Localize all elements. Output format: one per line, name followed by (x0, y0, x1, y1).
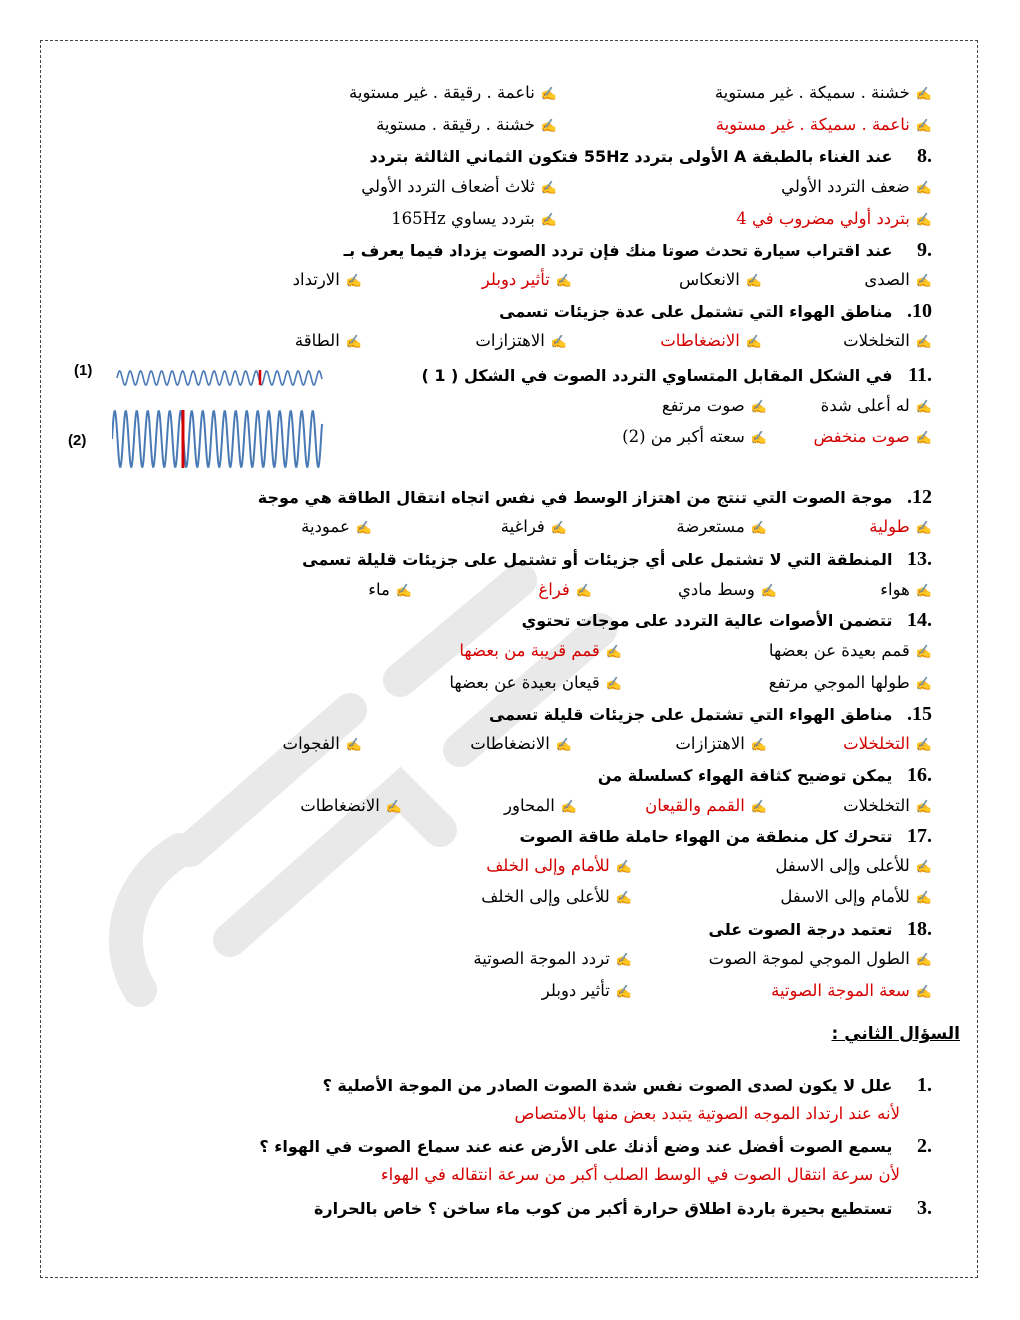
option: ✍خشنة . سميكة . غير مستوية (714, 83, 932, 102)
pen-icon: ✍ (915, 860, 932, 875)
option-correct: ✍للأمام وإلى الخلف (486, 856, 632, 875)
pen-icon: ✍ (915, 738, 932, 753)
option-correct: ✍فراغ (538, 580, 592, 599)
q15-options (82, 731, 932, 757)
pen-icon: ✍ (750, 400, 767, 415)
option: ✍عمودية (301, 517, 372, 536)
wave-figure (112, 362, 327, 472)
q13-options (82, 577, 932, 603)
option: ✍للأمام وإلى الاسفل (780, 887, 932, 906)
pen-icon: ✍ (915, 335, 932, 350)
question-16: .16 يمكن توضيح كثافة الهواء كسلسلة من (597, 764, 932, 786)
wave-1-label: (1) (74, 362, 93, 379)
pen-icon: ✍ (750, 431, 767, 446)
pen-icon: ✍ (540, 119, 557, 134)
q12-options (82, 514, 932, 540)
pen-icon: ✍ (615, 891, 632, 906)
section-2-heading: السؤال الثاني : (831, 1024, 960, 1044)
option: ✍سعته أكبر من (2) (622, 427, 767, 446)
pen-icon: ✍ (915, 431, 932, 446)
wave-1 (117, 371, 322, 385)
pen-icon: ✍ (385, 800, 402, 815)
option: ✍مستعرضة (676, 517, 767, 536)
option: ✍ناعمة . رقيقة . غير مستوية (349, 83, 557, 102)
q9-options (82, 267, 932, 293)
option: ✍خشنة . رقيقة . مستوية (376, 115, 557, 134)
question-9: .9 عند اقتراب سيارة تحدث صوتا منك فإن تردد الصوت يزداد فيما يعرف بـ (343, 239, 932, 261)
pen-icon: ✍ (915, 274, 932, 289)
option: ✍ضعف التردد الأولي (781, 177, 932, 196)
pen-icon: ✍ (575, 584, 592, 599)
option: ✍فراغية (500, 517, 567, 536)
pen-icon: ✍ (345, 274, 362, 289)
option: ✍الصدى (864, 270, 932, 289)
option: ✍له أعلى شدة (820, 396, 932, 415)
option: ✍صوت مرتفع (661, 396, 767, 415)
question-18: .18 تعتمد درجة الصوت على (708, 918, 932, 940)
question-8: .8 عند الغناء بالطبقة A الأولى بتردد 55Hz فتكون الثماني الثالثة بتردد (369, 145, 932, 167)
option: ✍هواء (880, 580, 932, 599)
option: ✍التخلخلات (843, 796, 932, 815)
q17-options-row-1 (82, 853, 932, 879)
question-13: .13 المنطقة التي لا تشتمل على أي جزيئات أو تشتمل على جزيئات قليلة تسمى (302, 548, 932, 570)
question-12: 12. موجة الصوت التي تنتج من اهتزاز الوسط في نفس اتجاه انتقال الطاقة هي موجة (257, 486, 932, 508)
option: ✍قيعان بعيدة عن بعضها (449, 673, 622, 692)
q14-options-row-1 (82, 638, 932, 664)
option: ✍الطاقة (294, 331, 362, 350)
option-correct: ✍سعة الموجة الصوتية (771, 981, 932, 1000)
option: ✍وسط مادي (677, 580, 777, 599)
pen-icon: ✍ (555, 738, 572, 753)
pen-icon: ✍ (750, 738, 767, 753)
pen-icon: ✍ (915, 213, 932, 228)
wave-2-label: (2) (68, 432, 87, 449)
q8-options-row-1 (82, 174, 932, 200)
pen-icon: ✍ (615, 860, 632, 875)
q18-options-row-2 (82, 978, 932, 1004)
option: ✍للأعلى وإلى الاسفل (775, 856, 932, 875)
option: ✍بتردد يساوي 165Hz (391, 209, 557, 228)
option-correct: ✍القمم والقيعان (645, 796, 767, 815)
option: ✍للأعلى وإلى الخلف (481, 887, 632, 906)
pen-icon: ✍ (915, 119, 932, 134)
pen-icon: ✍ (550, 335, 567, 350)
section-2-answer-2: لأن سرعة انتقال الصوت في الوسط الصلب أكبر من سرعة انتقاله في الهواء (380, 1165, 900, 1184)
section-2-question-2: .2 يسمع الصوت أفضل عند وضع أذنك على الأرض عنه عند سماع الصوت في الهواء ؟ (259, 1135, 932, 1157)
option-correct: ✍تأثير دوبلر (481, 270, 572, 289)
option: ✍الاهتزازات (675, 734, 767, 753)
option-correct: ✍قمم قريبة من بعضها (459, 641, 622, 660)
option: ✍ثلاث أضعاف التردد الأولي (361, 177, 557, 196)
option: ✍تردد الموجة الصوتية (473, 949, 632, 968)
option: ✍ماء (368, 580, 412, 599)
question-11: .11 في الشكل المقابل المتساوي التردد الصوت في الشكل ( 1 ) (421, 364, 932, 386)
pen-icon: ✍ (605, 677, 622, 692)
pen-icon: ✍ (745, 335, 762, 350)
option-correct: ✍بتردد أولي مضروب في 4 (736, 209, 932, 228)
pen-icon: ✍ (915, 645, 932, 660)
option: ✍قمم بعيدة عن بعضها (768, 641, 932, 660)
pen-icon: ✍ (615, 985, 632, 1000)
pen-icon: ✍ (760, 584, 777, 599)
top-options-row-1 (82, 80, 932, 106)
option: ✍تأثير دوبلر (541, 981, 632, 1000)
pen-icon: ✍ (395, 584, 412, 599)
section-2-question-1: .1 علل لا يكون لصدى الصوت نفس شدة الصوت الصادر من الموجة الأصلية ؟ (322, 1074, 932, 1096)
pen-icon: ✍ (540, 87, 557, 102)
pen-icon: ✍ (915, 521, 932, 536)
option-correct: ✍الانضغاطات (660, 331, 762, 350)
pen-icon: ✍ (915, 800, 932, 815)
q11-options-row-1 (482, 393, 932, 419)
pen-icon: ✍ (550, 521, 567, 536)
wave-2 (112, 411, 322, 466)
pen-icon: ✍ (345, 335, 362, 350)
option: ✍الفجوات (282, 734, 362, 753)
top-options-row-2 (82, 112, 932, 138)
option-correct: ✍التخلخلات (843, 734, 932, 753)
pen-icon: ✍ (605, 645, 622, 660)
pen-icon: ✍ (915, 584, 932, 599)
option: ✍الانعكاس (678, 270, 762, 289)
pen-icon: ✍ (915, 985, 932, 1000)
section-2-question-3: .3 تستطيع بحيرة باردة اطلاق حرارة أكبر من كوب ماء ساخن ؟ خاص بالحرارة (313, 1197, 932, 1219)
q8-options-row-2 (82, 206, 932, 232)
question-10: 10. مناطق الهواء التي تشتمل على عدة جزيئات تسمى (499, 300, 932, 322)
option-correct: ✍ناعمة . سميكة . غير مستوية (715, 115, 932, 134)
question-14: .14 تتضمن الأصوات عالية التردد على موجات تحتوي (521, 609, 932, 631)
option: ✍المحاور (504, 796, 577, 815)
q11-options-row-2 (482, 424, 932, 450)
option: ✍التخلخلات (843, 331, 932, 350)
option: ✍الارتداد (292, 270, 362, 289)
pen-icon: ✍ (915, 677, 932, 692)
question-15: 15. مناطق الهواء التي تشتمل على جزيئات قليلة تسمى (488, 703, 932, 725)
q14-options-row-2 (82, 670, 932, 696)
pen-icon: ✍ (540, 181, 557, 196)
pen-icon: ✍ (615, 953, 632, 968)
pen-icon: ✍ (915, 953, 932, 968)
option: ✍الاهتزازات (475, 331, 567, 350)
pen-icon: ✍ (560, 800, 577, 815)
option: ✍الطول الموجي لموجة الصوت (708, 949, 932, 968)
question-17: .17 تتحرك كل منطقة من الهواء حاملة طاقة الصوت (519, 825, 932, 847)
q18-options-row-1 (82, 946, 932, 972)
section-2-answer-1: لأنه عند ارتداد الموجه الصوتية يتبدد بعض منها بالامتصاص (514, 1104, 900, 1123)
pen-icon: ✍ (915, 400, 932, 415)
option: ✍الانضغاطات (470, 734, 572, 753)
pen-icon: ✍ (750, 521, 767, 536)
q10-options (82, 328, 932, 354)
option-correct: ✍صوت منخفض (813, 427, 932, 446)
pen-icon: ✍ (750, 800, 767, 815)
option: ✍الانضغاطات (300, 796, 402, 815)
pen-icon: ✍ (745, 274, 762, 289)
pen-icon: ✍ (540, 213, 557, 228)
pen-icon: ✍ (555, 274, 572, 289)
pen-icon: ✍ (915, 891, 932, 906)
pen-icon: ✍ (345, 738, 362, 753)
option-correct: ✍طولية (869, 517, 932, 536)
pen-icon: ✍ (915, 181, 932, 196)
option: ✍طولها الموجي مرتفع (768, 673, 932, 692)
pen-icon: ✍ (355, 521, 372, 536)
q17-options-row-2 (82, 884, 932, 910)
pen-icon: ✍ (915, 87, 932, 102)
q16-options (82, 793, 932, 819)
